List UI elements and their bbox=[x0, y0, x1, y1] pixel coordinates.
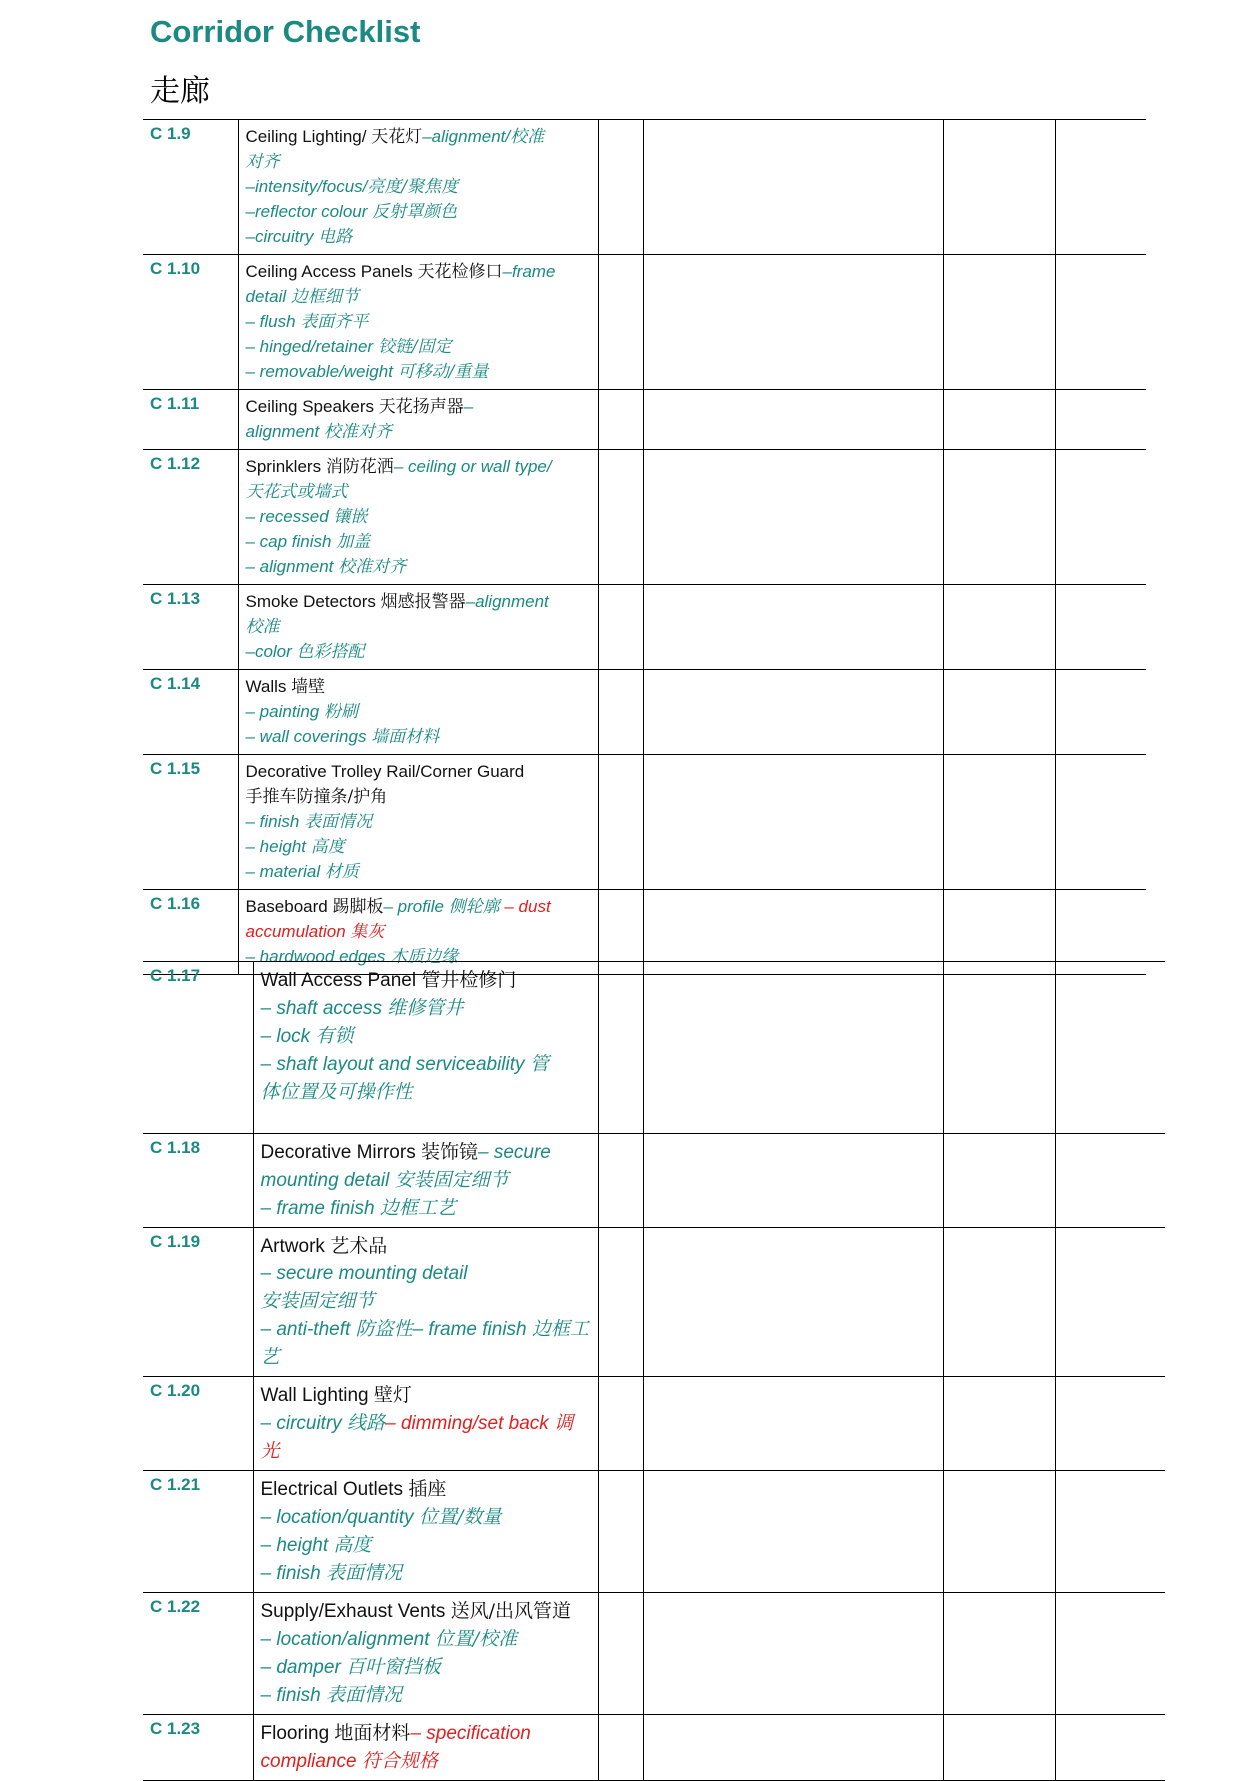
remarks-cell[interactable] bbox=[643, 1377, 943, 1471]
description-text: Wall Access Panel bbox=[260, 970, 422, 991]
description-line bbox=[261, 1532, 592, 1560]
table-row bbox=[143, 1377, 1165, 1471]
description-text: 位置/校准 bbox=[434, 1628, 518, 1650]
table-row bbox=[143, 1471, 1165, 1593]
item-code: C 1.10 bbox=[143, 255, 238, 390]
description-text: 艺 bbox=[260, 1346, 280, 1368]
description-text: – location/alignment bbox=[260, 1629, 435, 1650]
description-text: 壁灯 bbox=[373, 1384, 412, 1406]
description-line bbox=[246, 760, 592, 785]
description-line bbox=[261, 1598, 592, 1626]
description-text: 装饰镜 bbox=[420, 1141, 478, 1163]
description-text: – dust bbox=[499, 897, 551, 916]
description-text: –intensity/focus/ bbox=[245, 177, 368, 196]
status-cell[interactable] bbox=[943, 120, 1055, 255]
signoff-cell[interactable] bbox=[1055, 585, 1146, 670]
description-text: – cap finish bbox=[245, 532, 337, 551]
description-text: 粉刷 bbox=[323, 702, 358, 722]
table-row bbox=[143, 1593, 1165, 1715]
description-text: – painting bbox=[245, 702, 324, 721]
table-row bbox=[143, 1134, 1165, 1228]
description-text: compliance bbox=[260, 1751, 362, 1772]
description-text: 铰链/固定 bbox=[377, 337, 452, 357]
description-text: 边框工 bbox=[531, 1318, 589, 1340]
description-text: 高度 bbox=[310, 837, 345, 857]
check-cell[interactable] bbox=[598, 670, 643, 755]
table-row bbox=[143, 670, 1146, 755]
description-text: 消防花洒 bbox=[325, 457, 394, 477]
description-line bbox=[246, 810, 592, 835]
remarks-cell[interactable] bbox=[643, 255, 943, 390]
description-text: – alignment bbox=[245, 557, 339, 576]
description-line bbox=[246, 455, 592, 480]
item-description bbox=[238, 755, 598, 890]
description-text: – hardwood edges bbox=[245, 947, 391, 966]
check-cell[interactable] bbox=[598, 1134, 643, 1228]
signoff-cell[interactable] bbox=[1055, 755, 1146, 890]
description-text: 墙面材料 bbox=[371, 727, 440, 747]
item-description bbox=[253, 1471, 598, 1593]
table-row bbox=[143, 755, 1146, 890]
remarks-cell[interactable] bbox=[643, 1593, 943, 1715]
status-cell[interactable] bbox=[943, 1593, 1055, 1715]
description-text: – dimming/set back bbox=[385, 1413, 555, 1434]
remarks-cell[interactable] bbox=[643, 962, 943, 1134]
description-line bbox=[261, 1720, 592, 1748]
description-text: – recessed bbox=[245, 507, 334, 526]
remarks-cell[interactable] bbox=[643, 450, 943, 585]
table-row bbox=[143, 1715, 1165, 1781]
description-text: 墙壁 bbox=[291, 677, 326, 697]
item-description bbox=[238, 120, 598, 255]
description-line bbox=[261, 1626, 592, 1654]
status-cell[interactable] bbox=[943, 962, 1055, 1134]
description-text: – specification bbox=[410, 1723, 531, 1744]
description-text: – secure mounting detail bbox=[260, 1263, 468, 1284]
description-text: 调光 bbox=[260, 1412, 574, 1462]
item-code: C 1.16 bbox=[143, 890, 238, 975]
description-text: – bbox=[463, 397, 474, 416]
description-line bbox=[261, 1560, 592, 1588]
status-cell[interactable] bbox=[943, 390, 1055, 450]
description-text: – removable/weight bbox=[245, 362, 398, 381]
status-cell[interactable] bbox=[943, 1471, 1055, 1593]
checklist-table-2 bbox=[143, 961, 1165, 1781]
table-row bbox=[143, 120, 1146, 255]
description-text: 集灰 bbox=[350, 922, 385, 942]
remarks-cell[interactable] bbox=[643, 120, 943, 255]
description-line bbox=[246, 260, 592, 285]
description-line bbox=[261, 1195, 592, 1223]
description-line bbox=[261, 1654, 592, 1682]
description-line bbox=[261, 1382, 592, 1410]
description-text: 天花灯 bbox=[371, 127, 423, 147]
description-text: 有锁 bbox=[315, 1025, 354, 1047]
description-text: 送风/出风管道 bbox=[450, 1600, 572, 1622]
table-row bbox=[143, 1228, 1165, 1377]
description-text: 百叶窗挡板 bbox=[346, 1656, 442, 1678]
description-text: – wall coverings bbox=[245, 727, 372, 746]
description-line bbox=[246, 615, 592, 640]
check-cell[interactable] bbox=[598, 450, 643, 585]
description-text: – anti-theft bbox=[260, 1319, 356, 1340]
signoff-cell[interactable] bbox=[1055, 1134, 1165, 1228]
description-text: – height bbox=[260, 1535, 334, 1556]
item-code: C 1.14 bbox=[143, 670, 238, 755]
table-row bbox=[143, 585, 1146, 670]
description-text: alignment bbox=[245, 422, 324, 441]
description-text: Flooring bbox=[260, 1723, 335, 1744]
description-line bbox=[261, 1288, 592, 1316]
signoff-cell[interactable] bbox=[1055, 1228, 1165, 1377]
item-code: C 1.17 bbox=[143, 962, 253, 1134]
description-text: mounting detail bbox=[260, 1170, 395, 1191]
description-text: 管井检修门 bbox=[421, 969, 517, 991]
description-text: 安装固定细节 bbox=[394, 1169, 509, 1191]
description-text: Decorative Trolley Rail/Corner Guard bbox=[245, 762, 525, 781]
description-text: 踢脚板 bbox=[332, 897, 384, 917]
description-text: Sprinklers bbox=[245, 457, 326, 476]
item-description bbox=[253, 1593, 598, 1715]
description-text: Walls bbox=[245, 677, 292, 696]
description-text: 木质边缘 bbox=[390, 947, 459, 967]
status-cell[interactable] bbox=[943, 1134, 1055, 1228]
description-text: – shaft access bbox=[260, 998, 388, 1019]
description-line bbox=[246, 150, 592, 175]
check-cell[interactable] bbox=[598, 390, 643, 450]
description-text: – damper bbox=[260, 1657, 347, 1678]
description-text: – lock bbox=[260, 1026, 316, 1047]
item-code: C 1.15 bbox=[143, 755, 238, 890]
check-cell[interactable] bbox=[598, 1593, 643, 1715]
signoff-cell[interactable] bbox=[1055, 1593, 1165, 1715]
signoff-cell[interactable] bbox=[1055, 120, 1146, 255]
table-row bbox=[143, 962, 1165, 1134]
description-text: 符合规格 bbox=[361, 1750, 438, 1772]
description-text: –circuitry bbox=[245, 227, 319, 246]
item-code: C 1.18 bbox=[143, 1134, 253, 1228]
description-line bbox=[246, 505, 592, 530]
description-text: 反射罩颜色 bbox=[372, 202, 458, 222]
description-text: 安装固定细节 bbox=[260, 1290, 375, 1312]
description-text: accumulation bbox=[245, 922, 351, 941]
remarks-cell[interactable] bbox=[643, 755, 943, 890]
description-line bbox=[261, 967, 592, 995]
check-cell[interactable] bbox=[598, 1228, 643, 1377]
item-code: C 1.9 bbox=[143, 120, 238, 255]
signoff-cell[interactable] bbox=[1055, 1715, 1165, 1781]
status-cell[interactable] bbox=[943, 755, 1055, 890]
description-text: 镶嵌 bbox=[333, 507, 368, 527]
description-text: 插座 bbox=[408, 1478, 447, 1500]
description-line bbox=[261, 1167, 592, 1195]
description-line bbox=[246, 420, 592, 445]
description-line bbox=[246, 835, 592, 860]
description-line bbox=[246, 725, 592, 750]
check-cell[interactable] bbox=[598, 755, 643, 890]
item-code: C 1.12 bbox=[143, 450, 238, 585]
table-row bbox=[143, 450, 1146, 585]
description-line bbox=[261, 1344, 592, 1372]
item-description bbox=[238, 255, 598, 390]
description-text: 色彩搭配 bbox=[296, 642, 365, 662]
item-description bbox=[253, 1134, 598, 1228]
item-code: C 1.13 bbox=[143, 585, 238, 670]
description-text: 线路 bbox=[347, 1412, 386, 1434]
table-row bbox=[143, 255, 1146, 390]
remarks-cell[interactable] bbox=[643, 390, 943, 450]
item-code: C 1.21 bbox=[143, 1471, 253, 1593]
description-text: detail bbox=[245, 287, 291, 306]
description-text: 校准 bbox=[510, 127, 545, 147]
description-text: 体位置及可操作性 bbox=[260, 1081, 413, 1103]
description-text: 手推车防撞条/护角 bbox=[245, 787, 388, 807]
description-line bbox=[246, 125, 592, 150]
description-text: –reflector colour bbox=[245, 202, 373, 221]
description-text: 表面齐平 bbox=[300, 312, 369, 332]
description-text: – finish bbox=[260, 1563, 326, 1584]
description-line bbox=[261, 1079, 592, 1107]
description-text: – frame finish bbox=[260, 1198, 380, 1219]
description-text: Supply/Exhaust Vents bbox=[260, 1601, 451, 1622]
item-description bbox=[238, 670, 598, 755]
check-cell[interactable] bbox=[598, 1715, 643, 1781]
description-text: 校准 bbox=[245, 617, 280, 637]
signoff-cell[interactable] bbox=[1055, 1471, 1165, 1593]
description-text: 侧轮廓 bbox=[448, 897, 500, 917]
description-text: 可移动/重量 bbox=[397, 362, 489, 382]
description-text: – flush bbox=[245, 312, 301, 331]
signoff-cell[interactable] bbox=[1055, 390, 1146, 450]
description-text: – material bbox=[245, 862, 325, 881]
check-cell[interactable] bbox=[598, 255, 643, 390]
item-description bbox=[253, 962, 598, 1134]
description-text: 管 bbox=[529, 1053, 549, 1075]
description-text: 表面情况 bbox=[325, 1562, 402, 1584]
description-text: 对齐 bbox=[245, 152, 280, 172]
description-text: 加盖 bbox=[336, 532, 371, 552]
check-cell[interactable] bbox=[598, 1377, 643, 1471]
remarks-cell[interactable] bbox=[643, 1228, 943, 1377]
status-cell[interactable] bbox=[943, 255, 1055, 390]
item-code: C 1.19 bbox=[143, 1228, 253, 1377]
item-description bbox=[238, 585, 598, 670]
description-text: 电路 bbox=[318, 227, 353, 247]
description-text: 位置/数量 bbox=[418, 1506, 502, 1528]
description-line bbox=[261, 1504, 592, 1532]
description-line bbox=[246, 530, 592, 555]
description-line bbox=[246, 225, 592, 250]
item-description bbox=[253, 1377, 598, 1471]
description-text: 材质 bbox=[324, 862, 359, 882]
description-text: 校准对齐 bbox=[323, 422, 392, 442]
description-text: 防盗性 bbox=[355, 1318, 413, 1340]
description-text: 天花检修口 bbox=[417, 262, 503, 282]
description-line bbox=[246, 360, 592, 385]
remarks-cell[interactable] bbox=[643, 670, 943, 755]
description-text: – profile bbox=[383, 897, 449, 916]
description-line bbox=[261, 995, 592, 1023]
description-line bbox=[261, 1316, 592, 1344]
description-line bbox=[246, 860, 592, 885]
status-cell[interactable] bbox=[943, 1715, 1055, 1781]
status-cell[interactable] bbox=[943, 585, 1055, 670]
description-line bbox=[261, 1023, 592, 1051]
description-line bbox=[261, 1682, 592, 1710]
description-text: 烟感报警器 bbox=[380, 592, 466, 612]
item-description bbox=[238, 450, 598, 585]
description-line bbox=[246, 480, 592, 505]
description-text: – frame finish bbox=[412, 1319, 532, 1340]
description-line bbox=[246, 920, 592, 945]
item-code: C 1.11 bbox=[143, 390, 238, 450]
description-line bbox=[246, 310, 592, 335]
description-line bbox=[261, 1051, 592, 1079]
description-text: 表面情况 bbox=[325, 1684, 402, 1706]
description-text: –frame bbox=[502, 262, 556, 281]
description-line bbox=[261, 1476, 592, 1504]
signoff-cell[interactable] bbox=[1055, 1377, 1165, 1471]
description-line bbox=[246, 200, 592, 225]
description-text: 校准对齐 bbox=[338, 557, 407, 577]
description-line bbox=[246, 175, 592, 200]
description-line bbox=[261, 1261, 592, 1288]
remarks-cell[interactable] bbox=[643, 585, 943, 670]
description-line bbox=[246, 285, 592, 310]
status-cell[interactable] bbox=[943, 450, 1055, 585]
description-text: 高度 bbox=[333, 1534, 372, 1556]
description-text: 维修管井 bbox=[387, 997, 464, 1019]
description-line bbox=[246, 785, 592, 810]
description-text: Wall Lighting bbox=[260, 1385, 374, 1406]
description-text: Electrical Outlets bbox=[260, 1479, 409, 1500]
signoff-cell[interactable] bbox=[1055, 255, 1146, 390]
description-text: –alignment bbox=[465, 592, 549, 611]
description-line bbox=[246, 675, 592, 700]
description-line bbox=[246, 640, 592, 665]
table-row bbox=[143, 390, 1146, 450]
description-text: Decorative Mirrors bbox=[260, 1142, 421, 1163]
description-line bbox=[246, 700, 592, 725]
description-text: – circuitry bbox=[260, 1413, 348, 1434]
status-cell[interactable] bbox=[943, 1228, 1055, 1377]
description-line bbox=[246, 395, 592, 420]
description-line bbox=[261, 1748, 592, 1776]
check-cell[interactable] bbox=[598, 1471, 643, 1593]
page-subtitle: 走廊 bbox=[150, 74, 210, 109]
description-line bbox=[246, 895, 592, 920]
description-text: –color bbox=[245, 642, 297, 661]
description-text: – finish bbox=[245, 812, 305, 831]
page-title: Corridor Checklist bbox=[150, 14, 421, 49]
description-text: Ceiling Lighting/ bbox=[245, 127, 372, 146]
description-text: – finish bbox=[260, 1685, 326, 1706]
description-text: 边框工艺 bbox=[379, 1197, 456, 1219]
description-text: Smoke Detectors bbox=[245, 592, 381, 611]
description-text: 边框细节 bbox=[290, 287, 359, 307]
item-code: C 1.23 bbox=[143, 1715, 253, 1781]
description-text: – ceiling or wall type/ bbox=[393, 457, 552, 476]
item-code: C 1.20 bbox=[143, 1377, 253, 1471]
description-text: – hinged/retainer bbox=[245, 337, 378, 356]
description-text: Artwork bbox=[260, 1236, 331, 1257]
description-text: 亮度/聚焦度 bbox=[367, 177, 459, 197]
description-text: Ceiling Access Panels bbox=[245, 262, 418, 281]
description-text: – shaft layout and serviceability bbox=[260, 1054, 530, 1075]
description-text: 艺术品 bbox=[330, 1235, 388, 1257]
description-text: – height bbox=[245, 837, 311, 856]
check-cell[interactable] bbox=[598, 120, 643, 255]
description-line bbox=[261, 1410, 592, 1466]
check-cell[interactable] bbox=[598, 585, 643, 670]
item-code: C 1.22 bbox=[143, 1593, 253, 1715]
description-line bbox=[246, 590, 592, 615]
description-text: – secure bbox=[478, 1142, 551, 1163]
description-line bbox=[261, 1139, 592, 1167]
description-text: 地面材料 bbox=[334, 1722, 411, 1744]
description-text: – location/quantity bbox=[260, 1507, 419, 1528]
description-line bbox=[261, 1233, 592, 1261]
check-cell[interactable] bbox=[598, 962, 643, 1134]
item-description bbox=[238, 390, 598, 450]
status-cell[interactable] bbox=[943, 670, 1055, 755]
description-text: Ceiling Speakers bbox=[245, 397, 379, 416]
remarks-cell[interactable] bbox=[643, 1471, 943, 1593]
status-cell[interactable] bbox=[943, 1377, 1055, 1471]
signoff-cell[interactable] bbox=[1055, 670, 1146, 755]
description-text: 表面情况 bbox=[304, 812, 373, 832]
description-text: –alignment/ bbox=[422, 127, 511, 146]
description-line bbox=[246, 335, 592, 360]
checklist-table-1 bbox=[143, 119, 1146, 975]
remarks-cell[interactable] bbox=[643, 1715, 943, 1781]
signoff-cell[interactable] bbox=[1055, 962, 1165, 1134]
description-text: 天花扬声器 bbox=[378, 397, 464, 417]
signoff-cell[interactable] bbox=[1055, 450, 1146, 585]
item-description bbox=[253, 1715, 598, 1781]
description-text: Baseboard bbox=[245, 897, 333, 916]
description-text: 天花式或墙式 bbox=[245, 482, 348, 502]
item-description bbox=[253, 1228, 598, 1377]
remarks-cell[interactable] bbox=[643, 1134, 943, 1228]
description-line bbox=[246, 555, 592, 580]
